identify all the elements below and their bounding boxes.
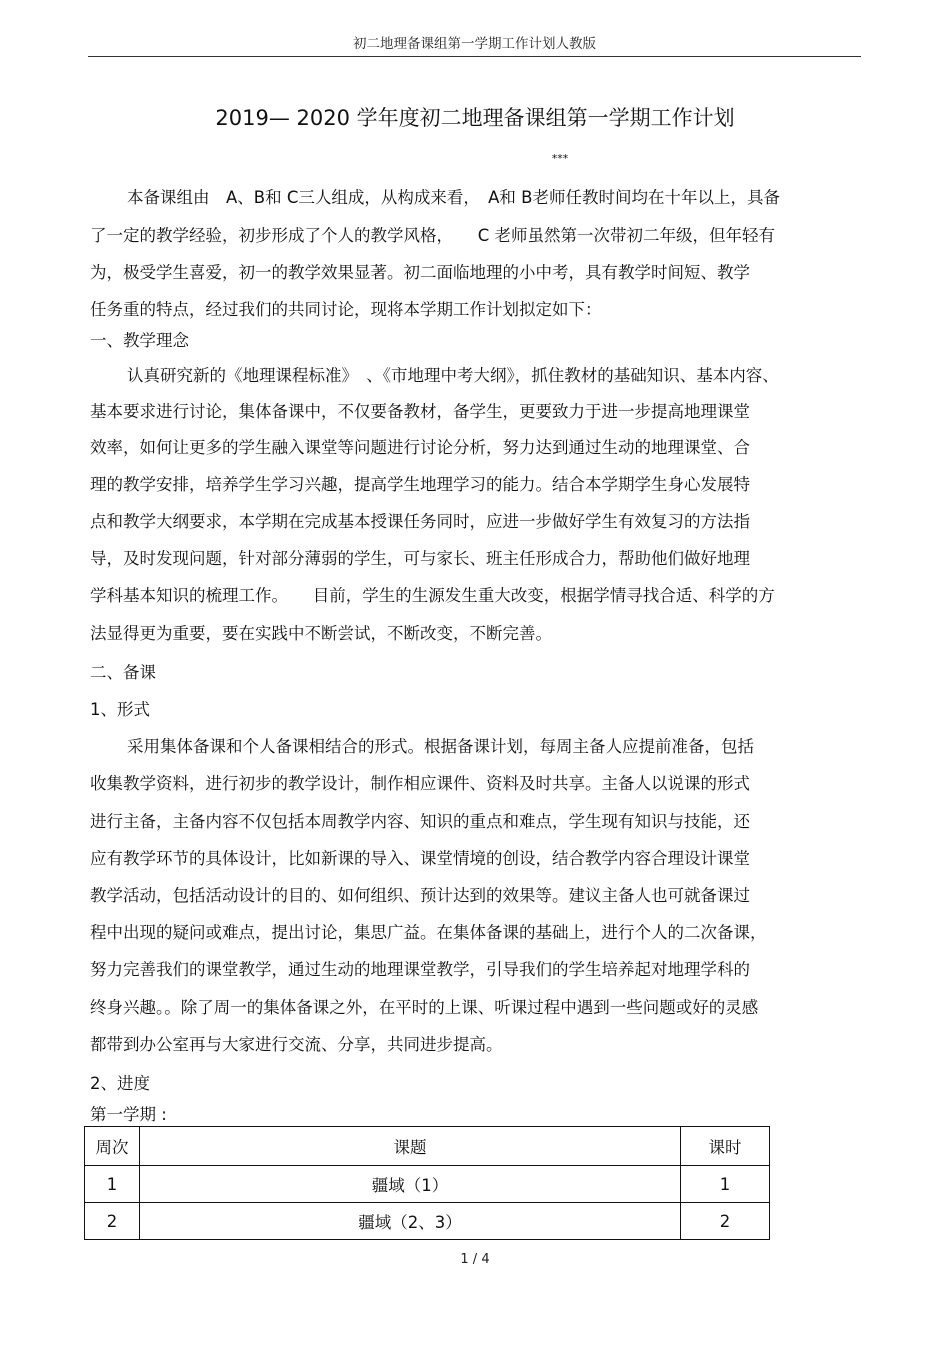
paragraph-line: 点和教学大纲要求，本学期在完成基本授课任务同时，应进一步做好学生有效复习的方法指 — [90, 512, 750, 531]
schedule-table — [84, 1126, 770, 1240]
paragraph-line: 导，及时发现问题，针对部分薄弱的学生，可与家长、班主任形成合力，帮助他们做好地理 — [90, 549, 750, 568]
intro-line: 为，极受学生喜爱，初一的教学效果显著。初二面临地理的小中考，具有教学时间短、教学 — [90, 263, 750, 282]
page-number: 1 / 4 — [460, 1252, 490, 1267]
author-line: *** — [551, 152, 569, 165]
intro-line: 任务重的特点，经过我们的共同讨论，现将本学期工作计划拟定如下： — [90, 300, 602, 319]
running-header — [88, 34, 861, 57]
column-header-topic: 课题 — [140, 1127, 681, 1166]
paragraph-line: 程中出现的疑问或难点，提出讨论，集思广益。在集体备课的基础上，进行个人的二次备课， — [90, 923, 767, 942]
intro-line: 了一定的教学经验，初步形成了个人的教学风格， C 老师虽然第一次带初二年级，但年轻有 — [90, 226, 776, 245]
paragraph-line: 教学活动，包括活动设计的目的、如何组织、预计达到的效果等。建议主备人也可就备课过 — [90, 886, 750, 905]
intro-line: 本备课组由 A、B和 C三人组成，从构成来看， A和 B老师任教时间均在十年以上，具备 — [127, 188, 780, 207]
table-header-row — [85, 1127, 770, 1166]
section-heading: 二、备课 — [90, 663, 156, 682]
section-heading: 一、教学理念 — [90, 331, 189, 350]
paragraph-line: 努力完善我们的课堂教学，通过生动的地理课堂教学，引导我们的学生培养起对地理学科的 — [90, 960, 750, 979]
paragraph-line: 认真研究新的《地理课程标准》 、《市地理中考大纲》，抓住教材的基础知识、基本内容、 — [127, 366, 779, 385]
paragraph-line: 收集教学资料，进行初步的教学设计，制作相应课件、资料及时共享。主备人以说课的形式 — [90, 774, 750, 793]
column-header-hours: 课时 — [681, 1127, 770, 1166]
week-cell: 1 — [85, 1166, 140, 1203]
paragraph-line: 理的教学安排，培养学生学习兴趣，提高学生地理学习的能力。结合本学期学生身心发展特 — [90, 475, 750, 494]
paragraph-line: 采用集体备课和个人备课相结合的形式。根据备课计划，每周主备人应提前准备，包括 — [127, 737, 754, 756]
subsection-heading: 1、形式 — [90, 700, 150, 719]
running-header-text: 初二地理备课组第一学期工作计划人教版 — [353, 36, 596, 52]
paragraph-line: 进行主备，主备内容不仅包括本周教学内容、知识的重点和难点，学生现有知识与技能，还 — [90, 812, 750, 831]
table-row — [85, 1166, 770, 1203]
paragraph-line: 法显得更为重要，要在实践中不断尝试，不断改变，不断完善。 — [90, 624, 552, 643]
week-cell: 2 — [85, 1203, 140, 1240]
paragraph-line: 基本要求进行讨论，集体备课中，不仅要备教材，备学生，更要致力于进一步提高地理课堂 — [90, 402, 750, 421]
column-header-week: 周次 — [85, 1127, 140, 1166]
hours-cell: 2 — [681, 1203, 770, 1240]
table-row — [85, 1203, 770, 1240]
topic-cell: 疆域（2、3） — [140, 1203, 681, 1240]
hours-cell: 1 — [681, 1166, 770, 1203]
topic-cell: 疆域（1） — [140, 1166, 681, 1203]
term-label: 第一学期 : — [90, 1105, 167, 1124]
document-title: 2019— 2020 学年度初二地理备课组第一学期工作计划 — [215, 106, 735, 130]
paragraph-line: 终身兴趣。。除了周一的集体备课之外，在平时的上课、听课过程中遇到一些问题或好的灵感 — [90, 998, 759, 1017]
paragraph-line: 学科基本知识的梳理工作。 目前，学生的生源发生重大改变，根据学情寻找合适、科学的方 — [90, 586, 775, 605]
subsection-heading: 2、进度 — [90, 1074, 150, 1093]
paragraph-line: 应有教学环节的具体设计，比如新课的导入、课堂情境的创设，结合教学内容合理设计课堂 — [90, 849, 750, 868]
paragraph-line: 都带到办公室再与大家进行交流、分享，共同进步提高。 — [90, 1035, 503, 1054]
paragraph-line: 效率，如何让更多的学生融入课堂等问题进行讨论分析，努力达到通过生动的地理课堂、合 — [90, 438, 750, 457]
